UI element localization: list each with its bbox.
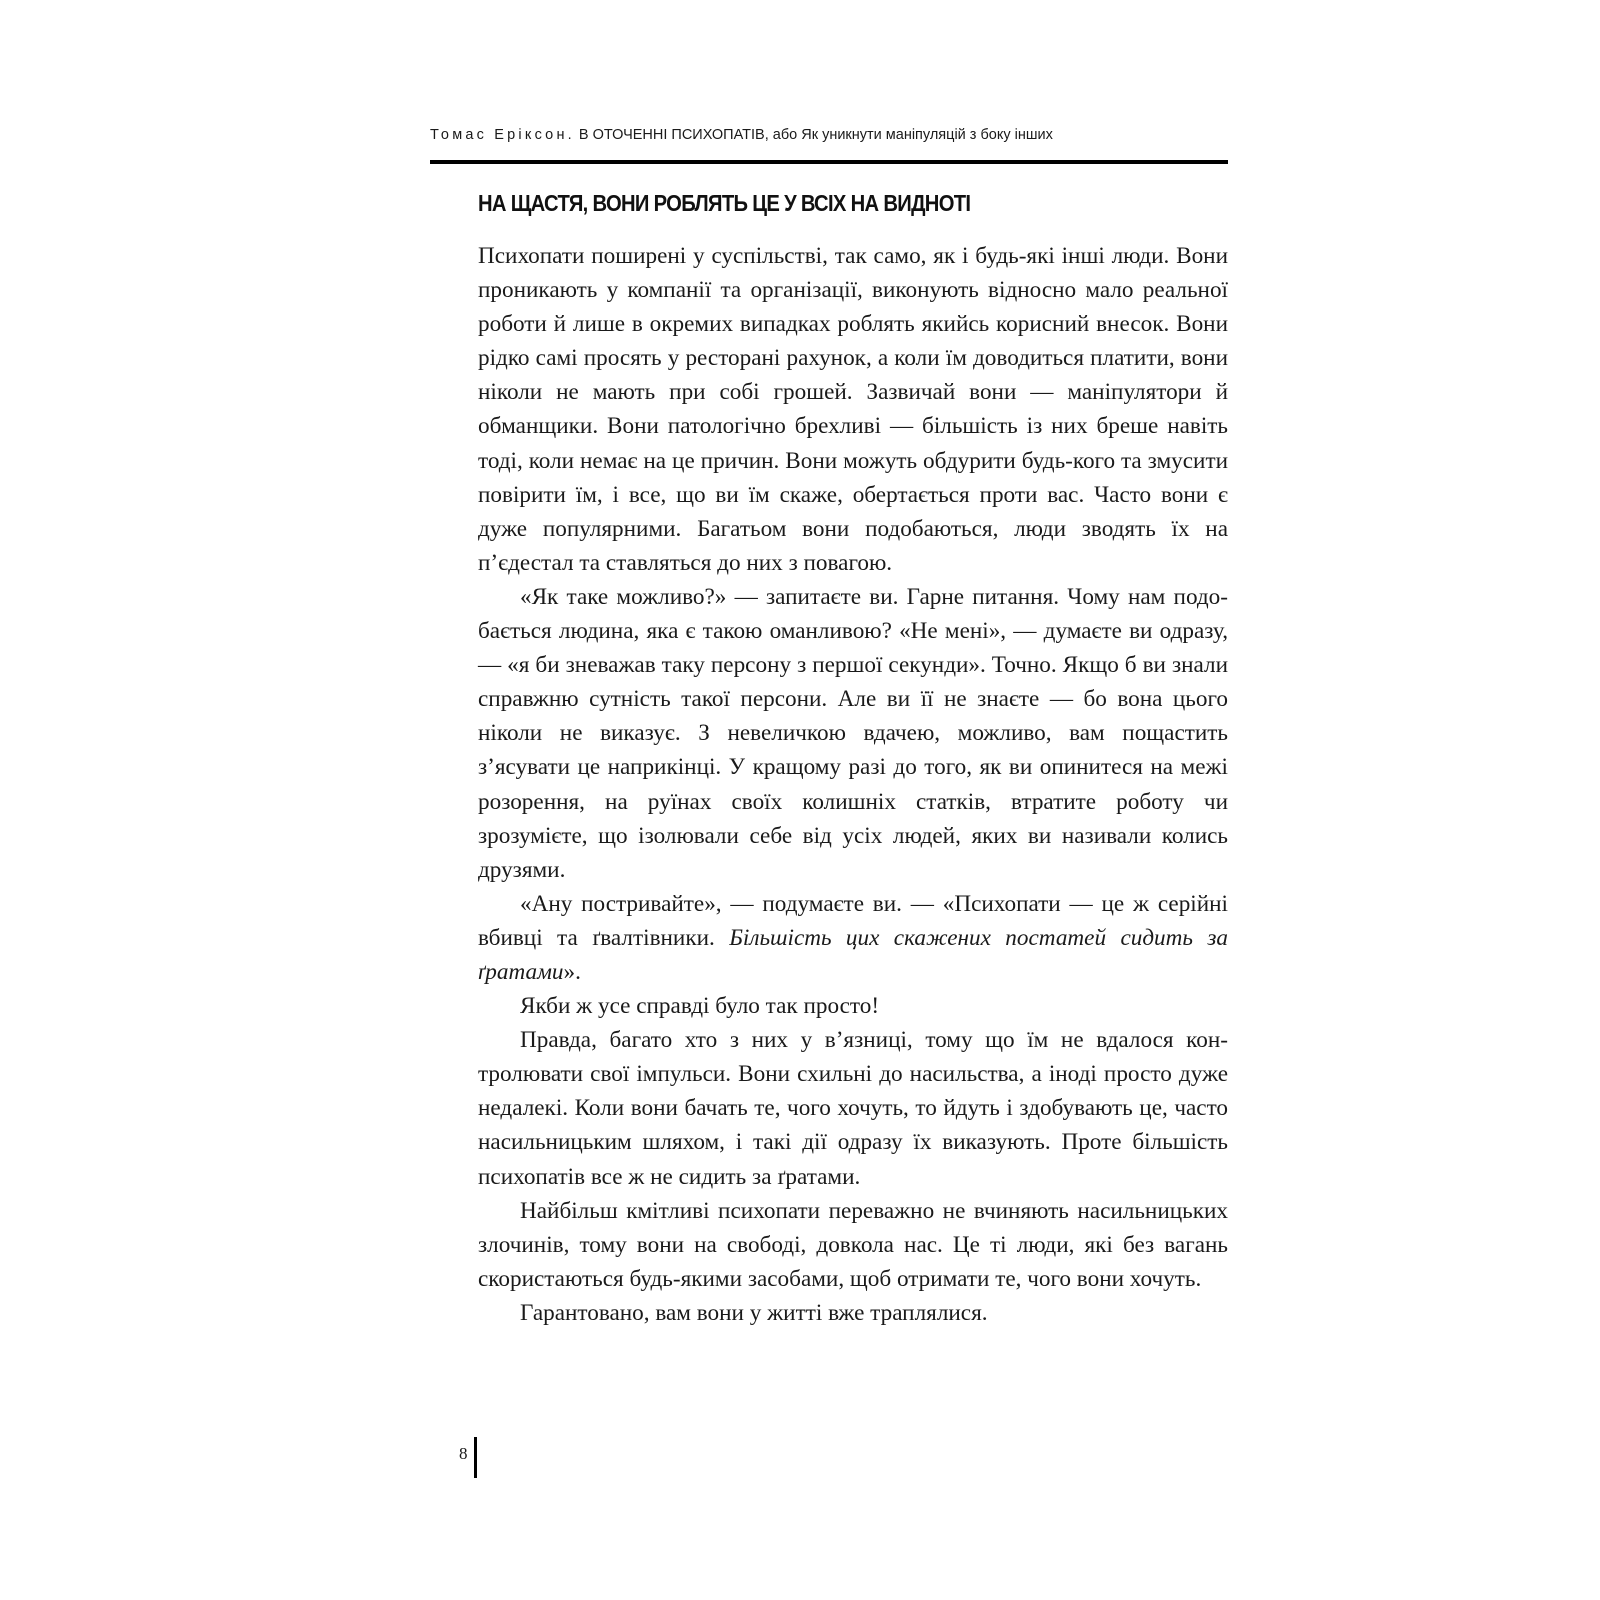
running-head	[430, 127, 1230, 143]
running-head-author: Томас Еріксон.	[430, 127, 575, 143]
running-head-title: В ОТОЧЕННІ ПСИХОПАТІВ, або Як уникнути маніпуляцій з боку інших	[578, 127, 1053, 143]
section-title: НА ЩАСТЯ, ВОНИ РОБЛЯТЬ ЦЕ У ВСІХ НА ВИДНОТІ	[478, 190, 971, 216]
page-number: 8	[459, 1444, 468, 1463]
paragraph-6: Найбільш кмітливі психопати переважно не вчиняють насильницьких злочинів, тому вони на свободі, довкола нас. Це ті люди, які без вагань скористаються будь-якими засобами, щоб отримати те, чого вони хочуть.	[478, 1197, 1228, 1292]
paragraph-3-end: ».	[563, 958, 581, 985]
paragraph-5: Правда, багато хто з них у в’язниці, тому що їм не вдалося контролювати свої імпульси. Вони схильні до насильства, а іноді просто дуже недалекі. Коли вони бачать те, чого хочуть, то йдуть і здобувають це, часто насильницьким шляхом, і такі дії одразу їх виказують. Проте більшість психопатів все ж не сидить за ґратами.	[478, 1027, 1228, 1190]
paragraph-7: Гарантовано, вам вони у житті вже траплялися.	[520, 1299, 988, 1326]
paragraph-1: Психопати поширені у суспільстві, так само, як і будь-які інші люди. Вони проникають у компанії та організації, виконують відносно мало реальної роботи й лише в окремих випадках роблять якийсь корисний внесок. Вони рідко самі просять у ресторані рахунок, а коли їм доводиться платити, вони ніколи не мають при собі грошей. Зазвичай вони — маніпулятори й обманщики. Вони патологічно брехливі — більшість із них бреше навіть тоді, коли немає на це причин. Вони можуть обдурити будь-кого та змусити повірити їм, і все, що ви їм скаже, обертається проти вас. Часто вони є дуже популярними. Багатьом вони подобаються, люди зводять їх на п’єдестал та ставляться до них з повагою.	[478, 243, 1228, 576]
page-number-bar	[474, 1437, 477, 1478]
paragraph-4: Якби ж усе справді було так просто!	[520, 993, 880, 1020]
paragraph-3-start: «Ану постривайте», — подумаєте ви. — «Психопати — це ж серійні вбивці та ґвалтівники.	[478, 890, 1228, 951]
paragraph-3	[478, 887, 1228, 989]
paragraph-3-italic: Більшість цих скажених постатей сидить за ґратами	[478, 924, 1228, 985]
header-rule	[430, 160, 1228, 164]
body-text	[478, 239, 1228, 1330]
paragraph-2: «Як таке можливо?» — запитаєте ви. Гарне питання. Чому нам подобається людина, яка є такою оманливою? «Не мені», — думаєте ви одразу, — «я би зневажав таку персону з першої секунди». Точно. Якщо б ви знали справжню сутність такої персони. Але ви її не знаєте — бо вона цього ніколи не виказує. З невеличкою вдачею, можливо, вам пощастить з’ясувати це наприкінці. У кращому разі до того, як ви опинитеся на межі розорення, на руїнах своїх колишніх статків, втратите роботу чи зрозумієте, що ізолювали себе від усіх людей, яких ви називали колись друзями.	[478, 583, 1228, 883]
